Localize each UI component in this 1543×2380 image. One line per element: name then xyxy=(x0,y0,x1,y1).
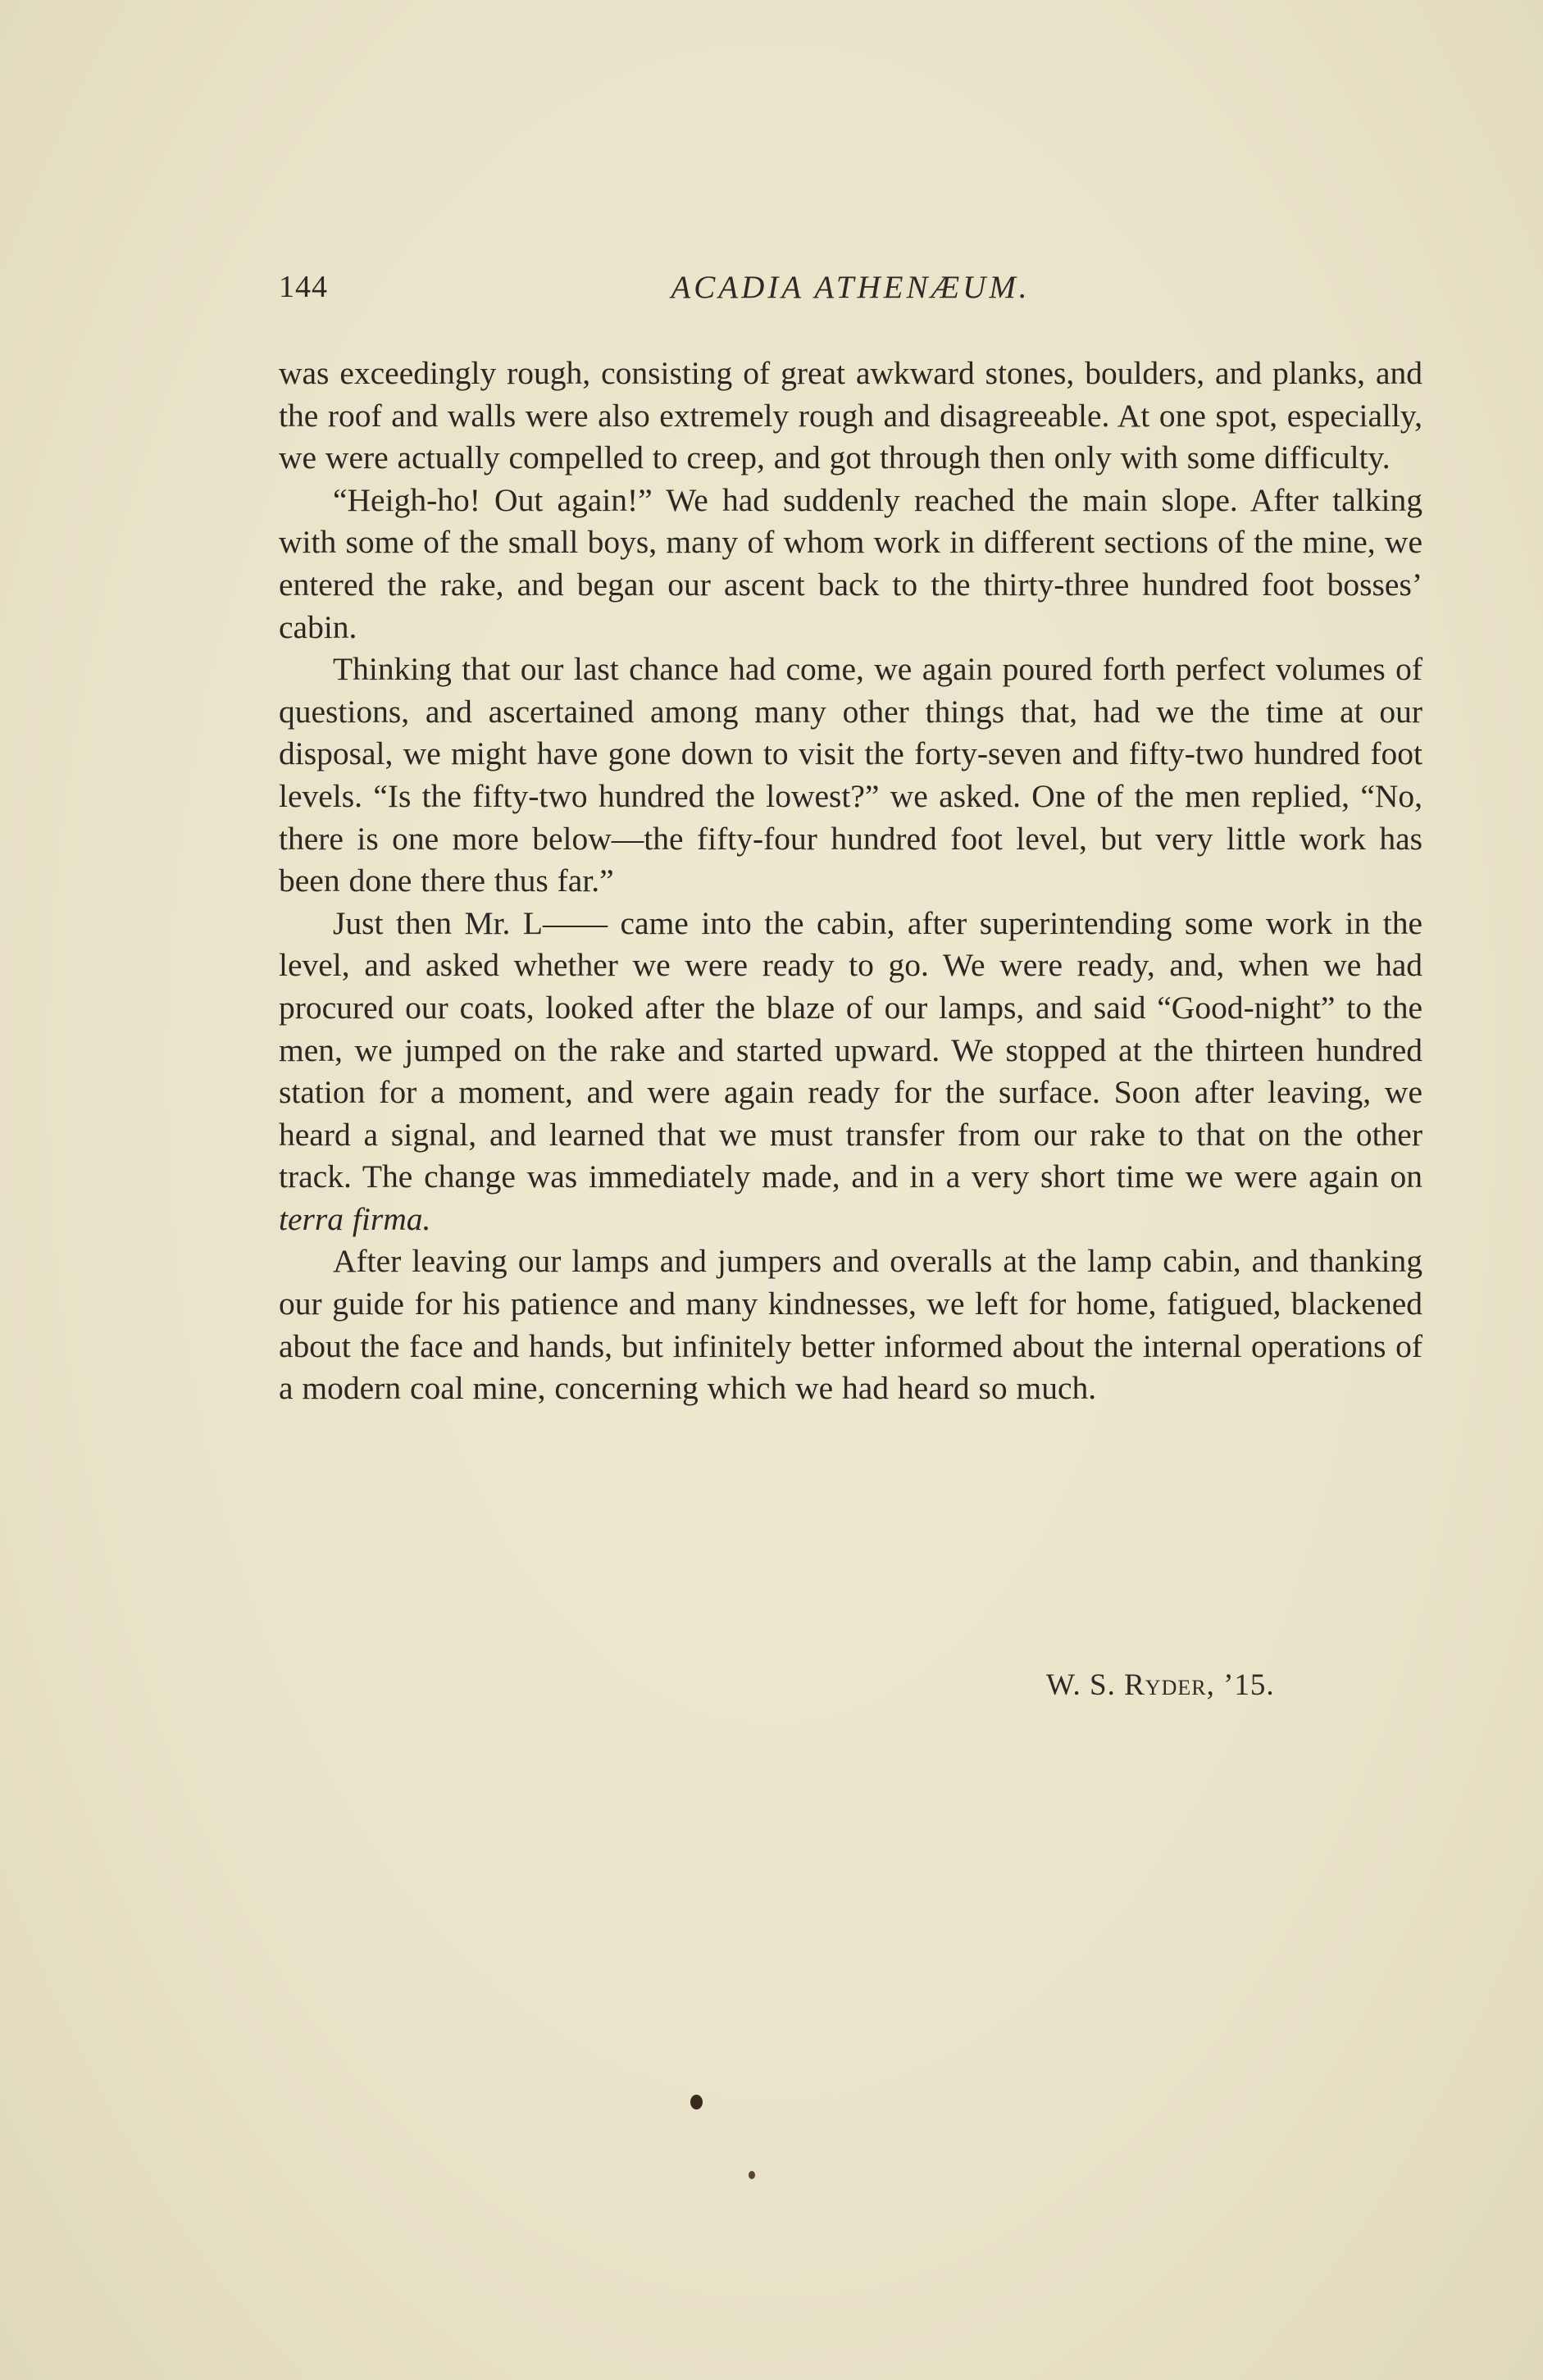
paragraph: Thinking that our last chance had come, we again poured forth perfect volumes of questions, and ascertained among many other things that, had we the time at our disposal, we might have gone down to visit the forty-seven and fifty-two hundred foot levels. “Is the fifty-two hundred the lowest?” we asked. One of the men replied, “No, there is one more below—the fifty-four hundred foot level, but very little work has been done there thus far.” xyxy=(279,651,1422,899)
paragraph xyxy=(279,903,1422,1241)
signature-surname: Ryder, xyxy=(1124,1668,1215,1702)
author-signature xyxy=(1046,1668,1275,1703)
ink-speck xyxy=(749,2171,755,2179)
paragraph: After leaving our lamps and jumpers and overalls at the lamp cabin, and thanking our guide for his patience and many kindnesses, we left for home, fatigued, blackened about the face and hands, but infinitely better informed about the internal operations of a modern coal mine, concerning which we had heard so much. xyxy=(279,1243,1422,1407)
paragraph-text: Just then Mr. L—— came into the cabin, after superintending some work in the level, and asked whether we were ready to go. We were ready, and, when we had procured our coats, looked after the blaze of our lamps, and said “Good-night” to the men, we jumped on the rake and started upward. We stopped at the thirteen hundred station for a moment, and were again ready for the surface. Soon after leaving, we heard a signal, and learned that we must transfer from our rake to that on the other track. The change was immediately made, and in a very short time we were again on xyxy=(279,904,1422,1195)
signature-initials: W. S. xyxy=(1046,1668,1116,1702)
running-title: ACADIA ATHENÆUM. xyxy=(671,270,1031,305)
ink-speck xyxy=(690,2095,703,2109)
page-header xyxy=(279,269,1422,318)
italic-phrase: terra firma. xyxy=(279,1200,431,1237)
article-body xyxy=(279,353,1422,1410)
page-number: 144 xyxy=(279,270,328,304)
paragraph: was exceedingly rough, consisting of great awkward stones, boulders, and planks, and the roof and walls were also extremely rough and disagreeable. At one spot, especially, we were actually compelled to creep, and got through then only with some difficulty. xyxy=(279,355,1422,476)
signature-year: ’15. xyxy=(1223,1668,1275,1702)
paragraph: “Heigh-ho! Out again!” We had suddenly reached the main slope. After talking with some of the small boys, many of whom work in different sections of the mine, we entered the rake, and began our ascent back to the thirty-three hundred foot bosses’ cabin. xyxy=(279,481,1422,645)
